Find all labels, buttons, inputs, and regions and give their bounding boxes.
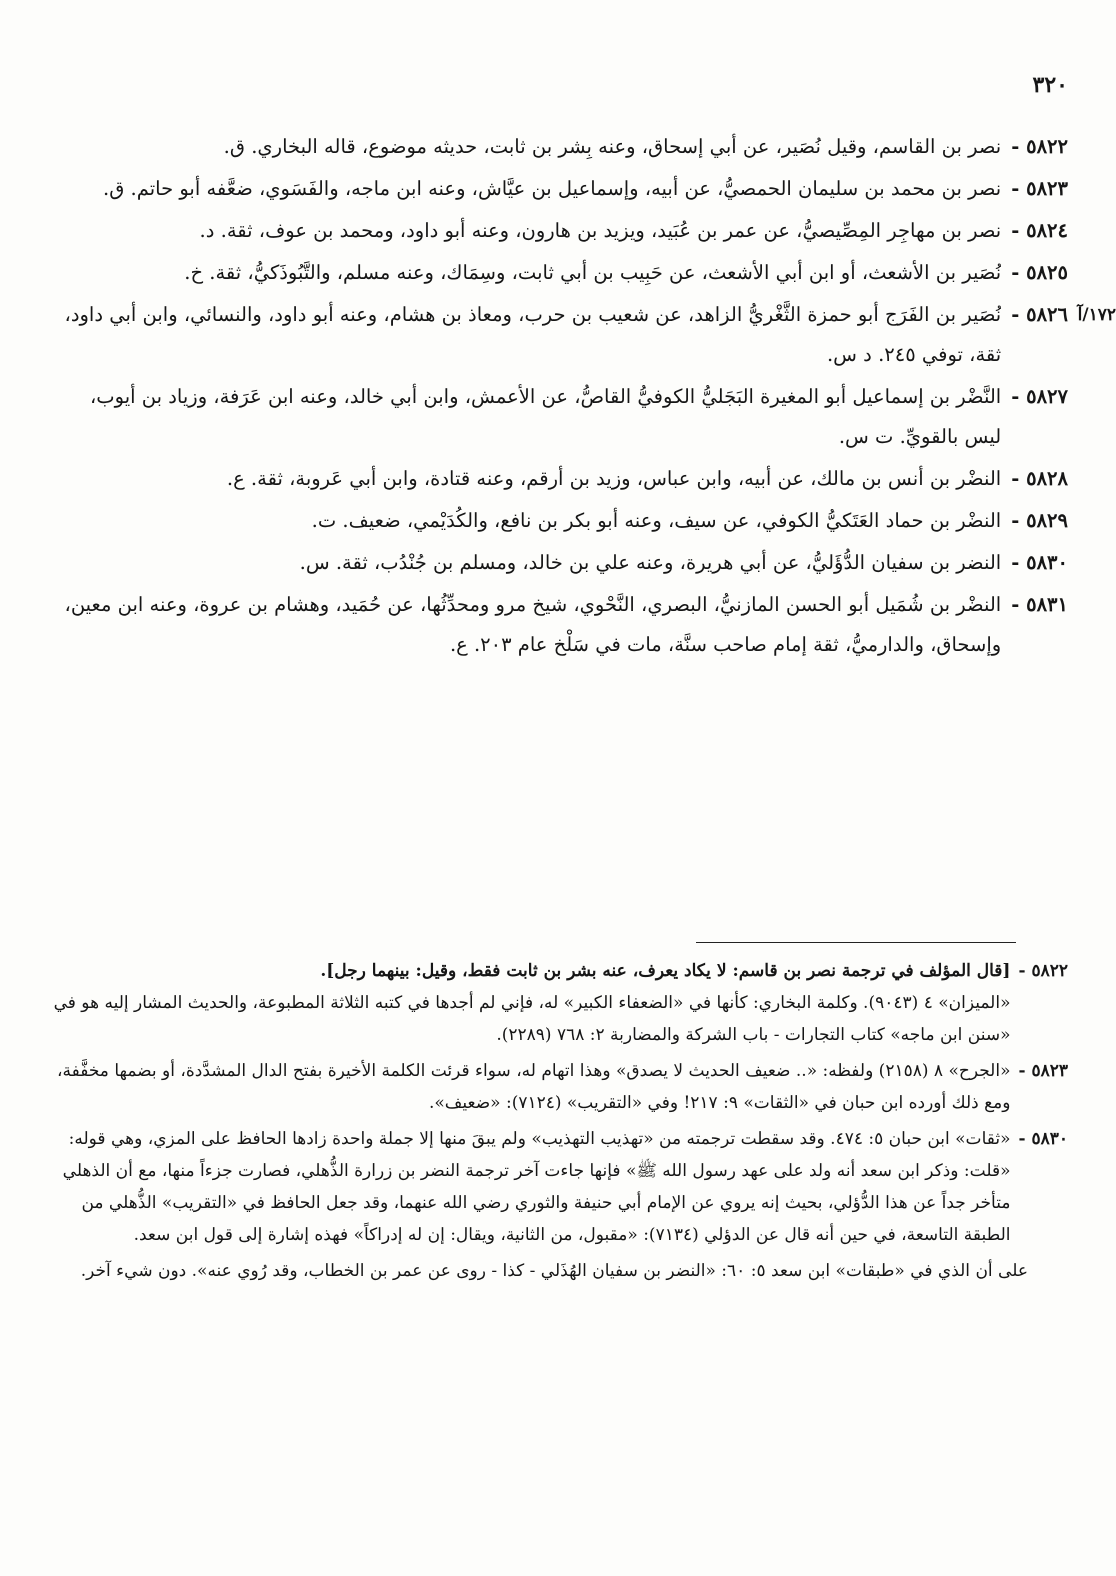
entry-number: ٥٨٢٢ - — [1011, 135, 1068, 158]
footnote-5830 — [50, 1123, 1068, 1251]
entry-text: النَّضْر بن إسماعيل أبو المغيرة البَجَليُّ الكوفيُّ القاصُّ، عن الأعمش، وابن أبي خالد، وعنه ابن عَرَفة، وزياد بن أيوب، ليس بالقويِّ. ت س. — [89, 385, 1002, 448]
footnote-number: ٥٨٢٣ - — [1018, 1061, 1068, 1081]
entry-5826 — [50, 295, 1116, 375]
entry-5828 — [50, 459, 1068, 499]
footnote-text: على أن الذي في «طبقات» ابن سعد ٥: ٦٠: «النضر بن سفيان الهُذَلي - كذا - روى عن عمر بن الخطاب، وقد رُوي عنه». دون شيء آخر. — [80, 1261, 1028, 1281]
entry-5823 — [50, 169, 1068, 209]
footnote-continuation — [50, 1255, 1068, 1287]
entry-number: ٥٨٢٩ - — [1011, 509, 1068, 532]
entry-5825 — [50, 253, 1068, 293]
entry-text: نصر بن محمد بن سليمان الحمصيُّ، عن أبيه، وإسماعيل بن عيَّاش، وعنه ابن ماجه، والفَسَوي، ضعَّفه أبو حاتم. ق. — [103, 177, 1002, 200]
entry-5831 — [50, 585, 1068, 665]
footnote-number: ٥٨٣٠ - — [1018, 1129, 1068, 1149]
entry-number: ٥٨٣٠ - — [1011, 551, 1068, 574]
entry-text: النضْر بن شُمَيل أبو الحسن المازنيُّ، البصري، النَّحْوي، شيخ مرو ومحدِّثُها، عن حُمَيد، وهشام بن عروة، وعنه ابن معين، وإسحاق، والدارميُّ، ثقة إمام صاحب سنَّة، مات في سَلْخ عام ٢٠٣. ع. — [64, 593, 1002, 656]
entry-5827 — [50, 377, 1068, 457]
footnotes — [50, 955, 1068, 1291]
entry-number: ٥٨٢٥ - — [1011, 261, 1068, 284]
entry-number: ٥٨٣١ - — [1011, 593, 1068, 616]
footnote-text: «ثقات» ابن حبان ٥: ٤٧٤. وقد سقطت ترجمته من «تهذيب التهذيب» ولم يبقَ منها إلا جملة واحدة زادها الحافظ على المزي، وهي قوله: «قلت: وذكر ابن سعد أنه ولد على عهد رسول الله ﷺ» فإنها جاءت آخر ترجمة النضر بن زرارة الذُّهلي، فصارت جزءاً منها، مع أن الذهلي متأخر جداً عن هذا الدُّؤلي، بحيث إنه يروي عن الإمام أبي حنيفة والثوري رضي الله عنهما، وقد جعل الحافظ في «التقريب» الذُّهلي من الطبقة التاسعة، في حين أنه قال عن الدؤلي (٧١٣٤): «مقبول، من الثانية، ويقال: إن له إدراكاً» فهذه إشارة إلى قول ابن سعد. — [62, 1129, 1011, 1245]
entry-5824 — [50, 211, 1068, 251]
page-number: ٣٢٠ — [1032, 72, 1068, 98]
entry-text: النضر بن سفيان الدُّؤَليُّ، عن أبي هريرة، وعنه علي بن خالد، ومسلم بن جُنْدُب، ثقة. س. — [299, 551, 1002, 574]
entry-5830 — [50, 543, 1068, 583]
entry-text: النضْر بن أنس بن مالك، عن أبيه، وابن عباس، وزيد بن أرقم، وعنه قتادة، وابن أبي عَروبة، ثقة. ع. — [226, 467, 1002, 490]
main-text — [50, 127, 1116, 667]
entry-5822 — [50, 127, 1068, 167]
entry-number: ٥٨٢٨ - — [1011, 467, 1068, 490]
footnote-text: «الجرح» ٨ (٢١٥٨) ولفظه: «.. ضعيف الحديث لا يصدق» وهذا اتهام له، سواء قرئت الكلمة الأخيرة بفتح الدال المشدَّدة، أو بضمها مخفَّفة، ومع ذلك أورده ابن حبان في «الثقات» ٩: ٢١٧! وفي «التقريب» (٧١٢٤): «ضعيف». — [57, 1061, 1011, 1113]
footnote-separator — [696, 942, 1016, 943]
footnote-number: ٥٨٢٢ - — [1018, 961, 1068, 981]
footnote-body — [50, 955, 1010, 1051]
footnote-bold-text: [قال المؤلف في ترجمة نصر بن قاسم: لا يكاد يعرف، عنه بشر بن ثابت فقط، وقيل: بينهما رجل]. — [320, 961, 1011, 981]
footnote-5822 — [50, 955, 1068, 1051]
margin-folio-note: ١٧٢/آ — [1077, 305, 1116, 325]
footnote-5823 — [50, 1055, 1068, 1119]
entry-text: نُصَير بن الفَرَج أبو حمزة الثَّغْريُّ الزاهد، عن شعيب بن حرب، ومعاذ بن هشام، وعنه أبو داود، والنسائي، وابن أبي داود، ثقة، توفي ٢٤٥. د س. — [64, 303, 1002, 366]
entry-5829 — [50, 501, 1068, 541]
entry-text: نصر بن القاسم، وقيل نُصَير، عن أبي إسحاق، وعنه بِشر بن ثابت، حديثه موضوع، قاله البخاري. ق. — [223, 135, 1002, 158]
entry-number: ٥٨٢٣ - — [1011, 177, 1068, 200]
entry-text: النضْر بن حماد العَتَكيُّ الكوفي، عن سيف، وعنه أبو بكر بن نافع، والكُدَيْمي، ضعيف. ت. — [311, 509, 1002, 532]
footnote-text: «الميزان» ٤ (٩٠٤٣). وكلمة البخاري: كأنها في «الضعفاء الكبير» له، فإني لم أجدها في كتبه الثلاثة المطبوعة، والحديث المشار إليه هو في «سنن ابن ماجه» كتاب التجارات - باب الشركة والمضاربة ٢: ٧٦٨ (٢٢٨٩). — [53, 993, 1011, 1045]
entry-number: ٥٨٢٦ - — [1011, 303, 1068, 326]
entry-text: نُصَير بن الأشعث، أو ابن أبي الأشعث، عن حَبِيب بن أبي ثابت، وسِمَاك، وعنه مسلم، والتَّبُوذَكيُّ، ثقة. خ. — [184, 261, 1002, 284]
entry-text: نصر بن مهاجِر المِصِّيصيُّ، عن عمر بن عُبَيد، ويزيد بن هارون، وعنه أبو داود، ومحمد بن عوف، ثقة. د. — [199, 219, 1002, 242]
entry-number: ٥٨٢٤ - — [1011, 219, 1068, 242]
entry-number: ٥٨٢٧ - — [1011, 385, 1068, 408]
